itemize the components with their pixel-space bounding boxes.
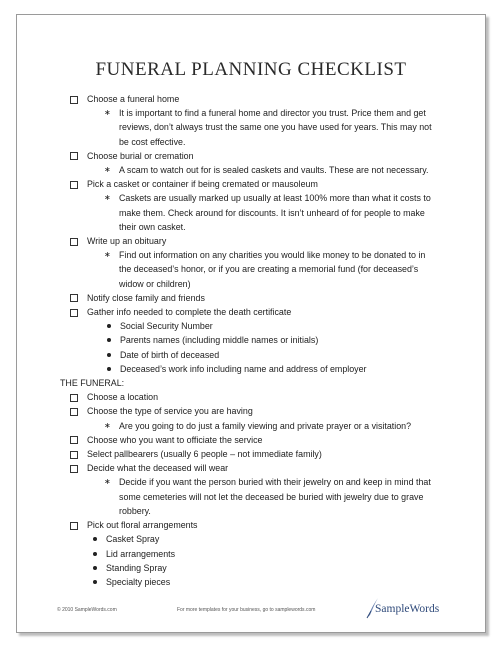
sub-item	[17, 319, 485, 333]
tip-note-continued	[17, 220, 485, 234]
line-text: Choose who you want to officiate the service	[87, 434, 263, 445]
tip-note-continued	[17, 120, 485, 134]
line-text: THE FUNERAL:	[60, 378, 125, 389]
line-text: Choose burial or cremation	[87, 150, 194, 161]
document-page	[16, 14, 486, 633]
logo-text: SampleWords	[375, 603, 440, 615]
floral-item	[17, 575, 485, 589]
checkbox-icon	[70, 238, 78, 246]
checklist-item	[17, 234, 485, 248]
line-text: It is important to find a funeral home and director you trust. Price them and get	[119, 108, 426, 119]
asterisk-bullet-icon: ∗	[104, 477, 111, 487]
tip-note-continued	[17, 135, 485, 149]
sub-item	[17, 348, 485, 362]
checklist-item	[17, 518, 485, 532]
tip-note-continued	[17, 490, 485, 504]
line-text: Decide what the deceased will wear	[87, 463, 229, 474]
page-title: FUNERAL PLANNING CHECKLIST	[95, 59, 407, 80]
checkbox-icon	[70, 465, 78, 473]
checklist	[17, 92, 485, 589]
line-text: be cost effective.	[119, 136, 186, 147]
checklist-item	[17, 149, 485, 163]
bullet-icon	[93, 580, 97, 584]
line-text: Lid arrangements	[106, 548, 176, 559]
tip-note	[17, 248, 485, 262]
tip-note	[17, 419, 485, 433]
line-text: Specialty pieces	[106, 576, 171, 587]
checkbox-icon	[70, 394, 78, 402]
line-text: some cemeteries will not let the deceased be buried with jewelry due to grave	[119, 491, 424, 502]
footer-copyright: © 2010 SampleWords.com	[57, 607, 117, 613]
bullet-icon	[107, 324, 111, 328]
bullet-icon	[107, 367, 111, 371]
line-text: Social Security Number	[120, 321, 213, 332]
tip-note	[17, 475, 485, 489]
bullet-icon	[107, 353, 111, 357]
footer-promo: For more templates for your business, go to samplewords.com	[177, 607, 316, 613]
checkbox-icon	[70, 451, 78, 459]
checklist-item	[17, 404, 485, 418]
asterisk-bullet-icon: ∗	[104, 420, 111, 430]
line-text: Date of birth of deceased	[120, 349, 220, 360]
line-text: Standing Spray	[106, 562, 167, 573]
checklist-item	[17, 305, 485, 319]
line-text: Pick a casket or container if being cremated or mausoleum	[87, 179, 318, 190]
line-text: Parents names (including middle names or initials)	[120, 335, 319, 346]
checklist-item	[17, 447, 485, 461]
checklist-item	[17, 461, 485, 475]
checklist-item	[17, 177, 485, 191]
line-text: widow or children)	[119, 278, 191, 289]
bullet-icon	[93, 552, 97, 556]
checkbox-icon	[70, 152, 78, 160]
tip-note	[17, 106, 485, 120]
checklist-item	[17, 390, 485, 404]
samplewords-logo	[365, 597, 457, 623]
floral-item	[17, 532, 485, 546]
line-text: Are you going to do just a family viewing and private prayer or a visitation?	[119, 420, 412, 431]
bullet-icon	[107, 338, 111, 342]
line-text: reviews, don’t always trust the same one you have used for years. This may not	[119, 122, 432, 133]
line-text: robbery.	[119, 505, 151, 516]
checklist-item	[17, 291, 485, 305]
floral-item	[17, 561, 485, 575]
checkbox-icon	[70, 522, 78, 530]
checklist-item	[17, 433, 485, 447]
asterisk-bullet-icon: ∗	[104, 250, 111, 260]
line-text: Decide if you want the person buried with their jewelry on and keep in mind that	[119, 477, 431, 488]
bullet-icon	[93, 566, 97, 570]
line-text: Write up an obituary	[87, 236, 167, 247]
checkbox-icon	[70, 408, 78, 416]
line-text: Gather info needed to complete the death certificate	[87, 307, 292, 318]
asterisk-bullet-icon: ∗	[104, 193, 111, 203]
checklist-item	[17, 92, 485, 106]
line-text: Select pallbearers (usually 6 people – not immediate family)	[87, 449, 322, 460]
tip-note-continued	[17, 504, 485, 518]
tip-note-continued	[17, 262, 485, 276]
sub-item	[17, 362, 485, 376]
checkbox-icon	[70, 181, 78, 189]
line-text: Deceased’s work info including name and address of employer	[120, 363, 367, 374]
asterisk-bullet-icon: ∗	[104, 165, 111, 175]
line-text: Caskets are usually marked up usually at least 100% more than what it costs to	[119, 193, 431, 204]
line-text: their own casket.	[119, 221, 186, 232]
tip-note	[17, 163, 485, 177]
asterisk-bullet-icon: ∗	[104, 108, 111, 118]
floral-item	[17, 547, 485, 561]
tip-note	[17, 191, 485, 205]
line-text: Notify close family and friends	[87, 292, 205, 303]
tip-note-continued	[17, 206, 485, 220]
checkbox-icon	[70, 436, 78, 444]
line-text: make them. Check around for discounts. It isn’t unheard of for people to make	[119, 207, 425, 218]
sub-item	[17, 333, 485, 347]
line-text: Choose a location	[87, 392, 159, 403]
section-heading	[17, 376, 485, 390]
checkbox-icon	[70, 294, 78, 302]
line-text: Find out information on any charities you would like money to be donated to in	[119, 250, 426, 261]
checkbox-icon	[70, 309, 78, 317]
line-text: Casket Spray	[106, 534, 160, 545]
line-text: Choose a funeral home	[87, 94, 180, 104]
line-text: A scam to watch out for is sealed caskets and vaults. These are not necessary.	[119, 165, 429, 176]
tip-note-continued	[17, 277, 485, 291]
line-text: Choose the type of service you are having	[87, 406, 253, 417]
line-text: the deceased’s honor, or if you are creating a memorial fund (for deceased’s	[119, 264, 419, 275]
bullet-icon	[93, 537, 97, 541]
line-text: Pick out floral arrangements	[87, 520, 198, 531]
checkbox-icon	[70, 96, 78, 104]
